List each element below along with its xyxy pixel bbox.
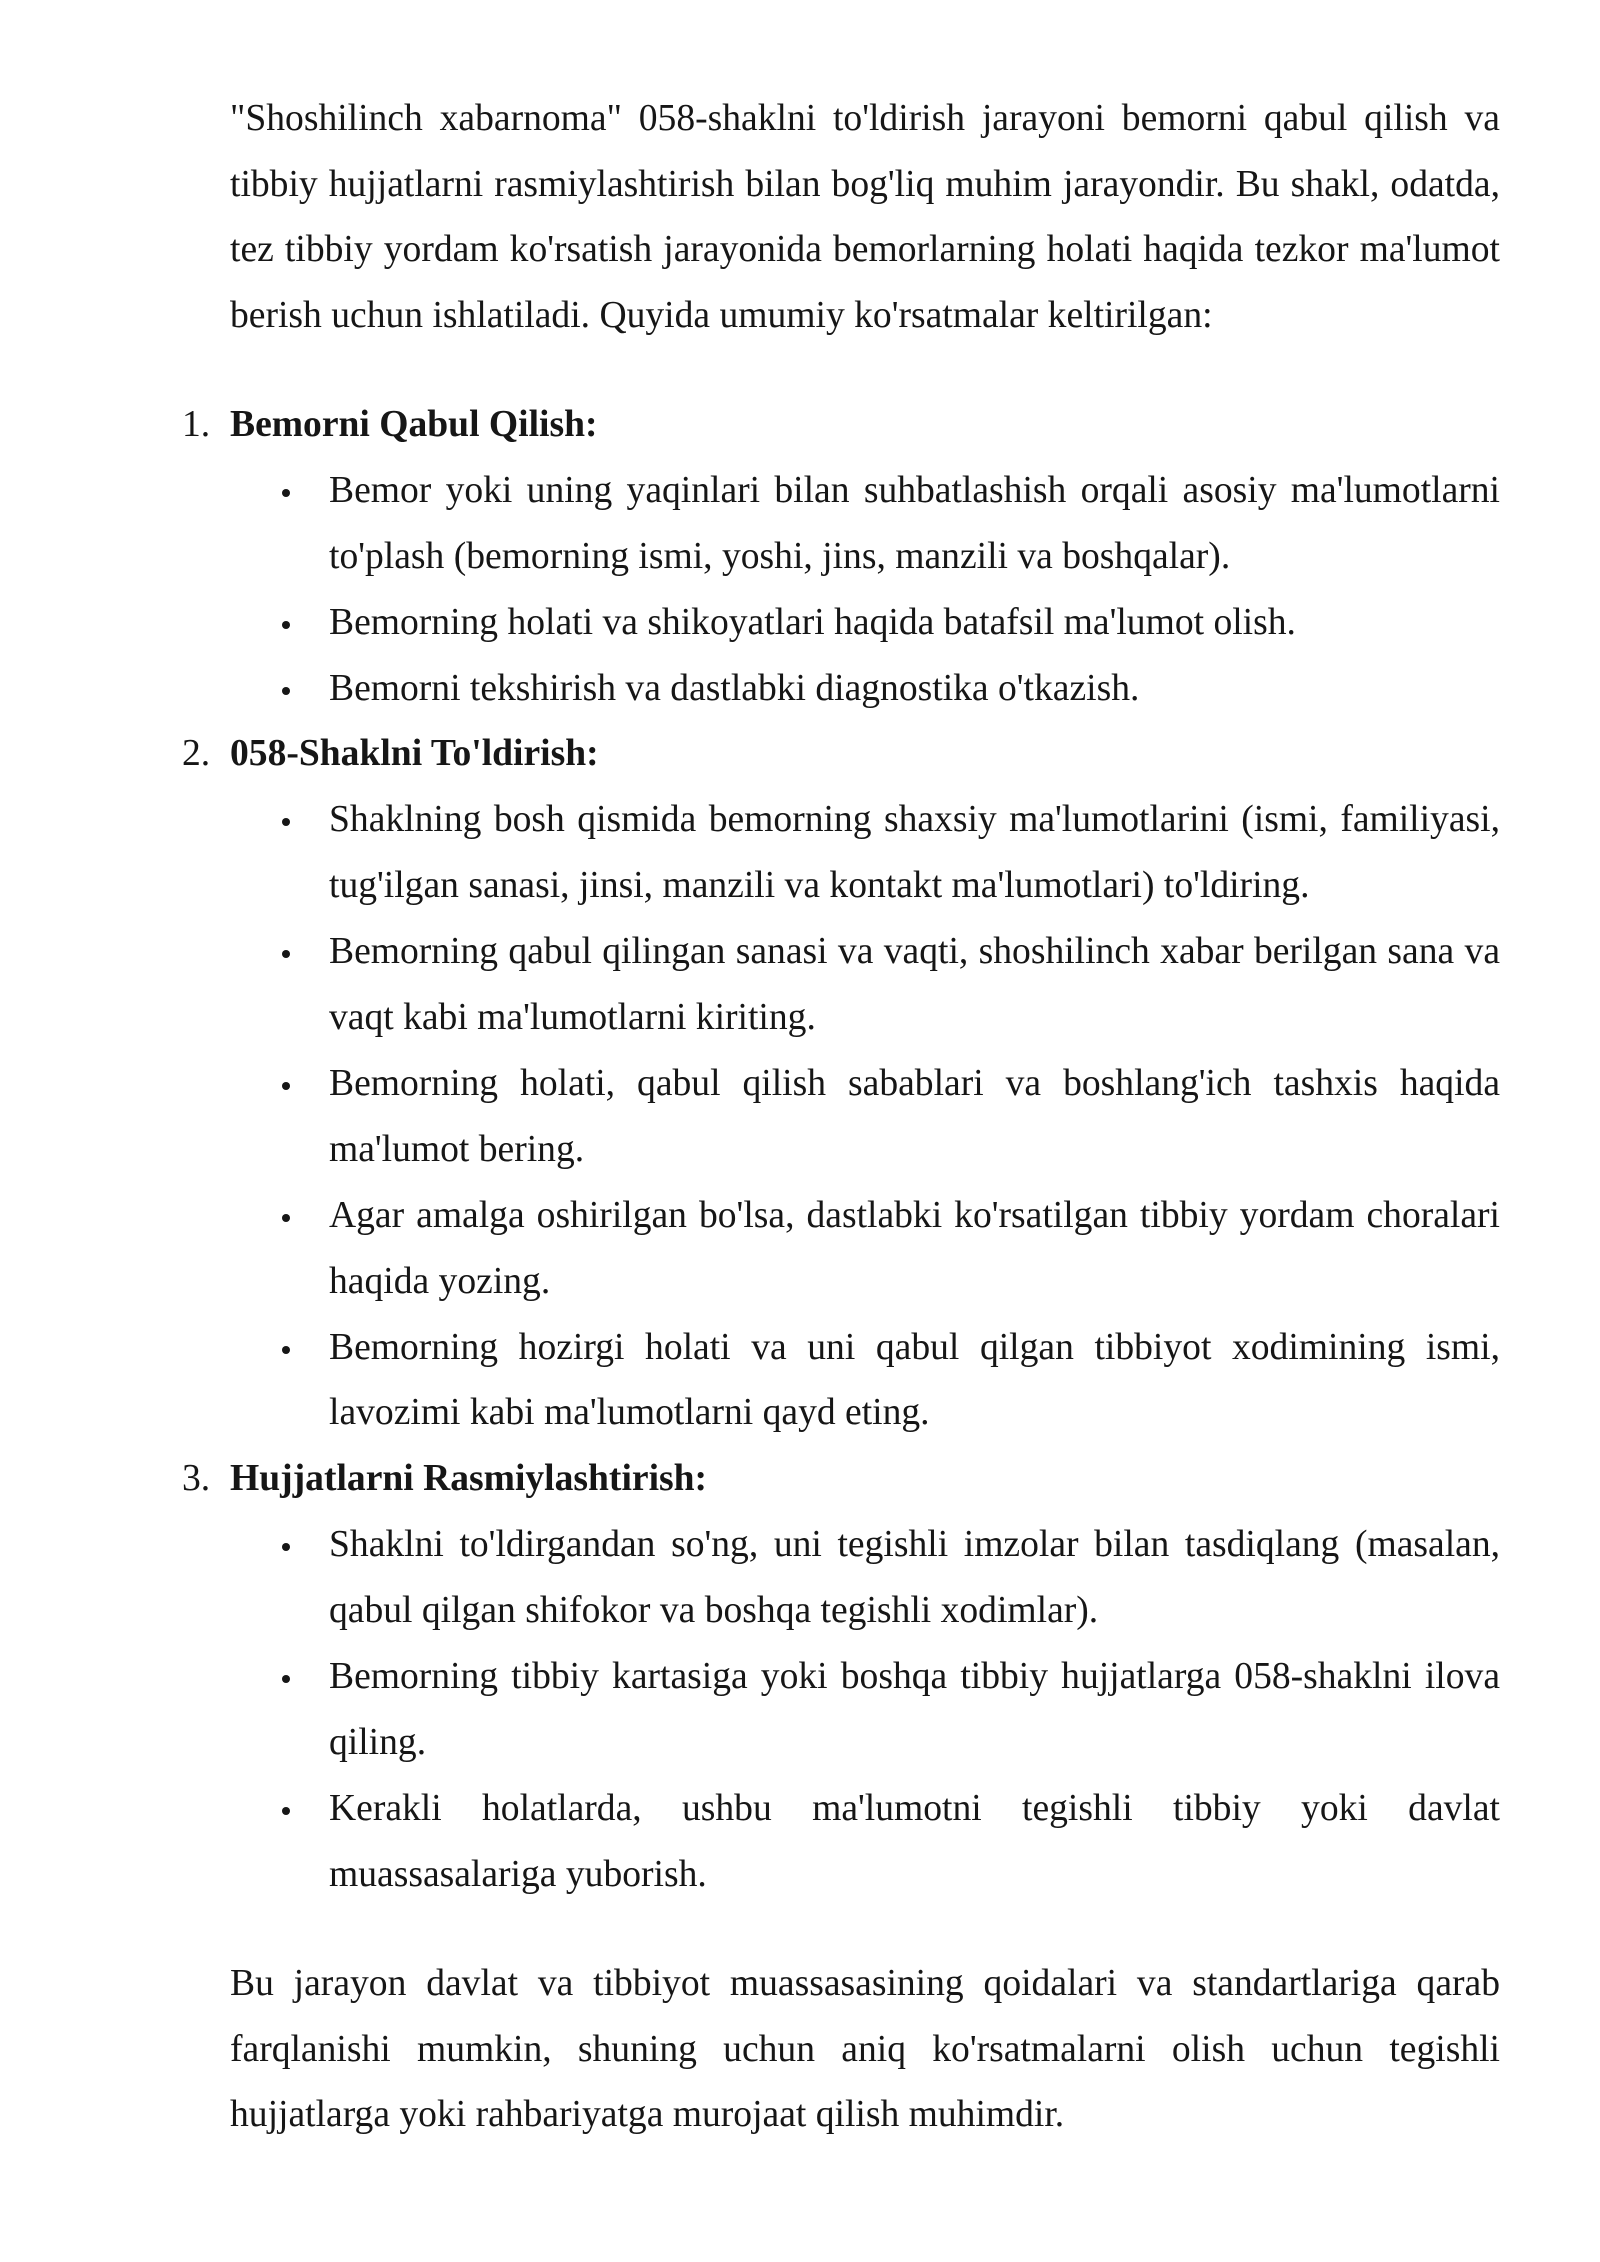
bullet-text: Bemor yoki uning yaqinlari bilan suhbatlashish orqali asosiy ma'lumotlarni to'plash (bemorning ismi, yoshi, jins, manzili va boshqalar).: [329, 469, 1500, 577]
bullet-icon: [282, 1543, 290, 1551]
bullet-icon: [282, 621, 290, 629]
bullet-icon: [282, 1214, 290, 1222]
list-number: 3.: [182, 1458, 211, 1500]
list-number: 2.: [182, 733, 211, 775]
bullet-item: [230, 590, 1500, 656]
bullet-icon: [282, 1675, 290, 1683]
bullet-text: Shaklning bosh qismida bemorning shaxsiy ma'lumotlarini (ismi, familiyasi, tug'ilgan sanasi, jinsi, manzili va kontakt ma'lumotlari) to'ldiring.: [329, 799, 1500, 907]
bullet-icon: [282, 489, 290, 497]
section-heading: [182, 1446, 1500, 1512]
section-title: 058-Shaklni To'ldirish:: [230, 733, 599, 775]
bullet-icon: [282, 1807, 290, 1815]
bullet-item: [230, 919, 1500, 1051]
intro-paragraph: "Shoshilinch xabarnoma" 058-shaklni to'ldirish jarayoni bemorni qabul qilish va tibbiy hujjatlarni rasmiylashtirish bilan bog'liq muhim jarayondir. Bu shakl, odatda, tez tibbiy yordam ko'rsatish jarayonida bemorlarning holati haqida tezkor ma'lumot berish uchun ishlatiladi. Quyida umumiy ko'rsatmalar keltirilgan:: [230, 98, 1500, 336]
bullet-text: Bemorning holati, qabul qilish sabablari va boshlang'ich tashxis haqida ma'lumot bering.: [329, 1062, 1500, 1170]
bullet-text: Bemorni tekshirish va dastlabki diagnostika o'tkazish.: [329, 667, 1140, 709]
list-item: [182, 392, 1500, 722]
bullet-item: [230, 787, 1500, 919]
bullet-item: [230, 458, 1500, 590]
list-number: 1.: [182, 403, 211, 445]
bullet-text: Bemorning tibbiy kartasiga yoki boshqa tibbiy hujjatlarga 058-shaklni ilova qiling.: [329, 1656, 1500, 1763]
bullet-item: [230, 1315, 1500, 1447]
bullet-icon: [282, 1082, 290, 1090]
section-title: Hujjatlarni Rasmiylashtirish:: [230, 1458, 708, 1500]
bullet-icon: [282, 818, 290, 826]
section-heading: [182, 721, 1500, 787]
bullet-item: [230, 1512, 1500, 1644]
list-item: [182, 721, 1500, 1446]
bullet-icon: [282, 687, 290, 695]
bullet-text: Bemorning holati va shikoyatlari haqida batafsil ma'lumot olish.: [329, 601, 1296, 643]
bullet-item: [230, 1051, 1500, 1183]
conclusion-paragraph: Bu jarayon davlat va tibbiyot muassasasining qoidalari va standartlariga qarab farqlanishi mumkin, shuning uchun aniq ko'rsatmalarni olish uchun tegishli hujjatlarga yoki rahbariyatga murojaat qilish muhimdir.: [230, 1963, 1500, 2136]
bullet-item: [230, 1776, 1500, 1908]
bullet-text: Bemorning hozirgi holati va uni qabul qilgan tibbiyot xodimining ismi, lavozimi kabi ma'lumotlarni qayd eting.: [329, 1326, 1500, 1434]
bullet-text: Agar amalga oshirilgan bo'lsa, dastlabki ko'rsatilgan tibbiy yordam choralari haqida yozing.: [329, 1194, 1500, 1302]
bullet-text: Bemorning qabul qilingan sanasi va vaqti, shoshilinch xabar berilgan sana va vaqt kabi ma'lumotlarni kiriting.: [329, 931, 1500, 1039]
bullet-item: [230, 1644, 1500, 1776]
bullet-item: [230, 656, 1500, 722]
numbered-list: [182, 392, 1500, 1908]
section-heading: [182, 392, 1500, 458]
section-title: Bemorni Qabul Qilish:: [230, 403, 598, 445]
list-item: [182, 1446, 1500, 1907]
bullet-text: Shaklni to'ldirgandan so'ng, uni tegishli imzolar bilan tasdiqlang (masalan, qabul qilgan shifokor va boshqa tegishli xodimlar).: [329, 1524, 1500, 1632]
bullet-item: [230, 1183, 1500, 1315]
bullet-icon: [282, 1346, 290, 1354]
bullet-icon: [282, 950, 290, 958]
bullet-text: Kerakli holatlarda, ushbu ma'lumotni tegishli tibbiy yoki davlat muassasalariga yuborish.: [329, 1787, 1500, 1895]
